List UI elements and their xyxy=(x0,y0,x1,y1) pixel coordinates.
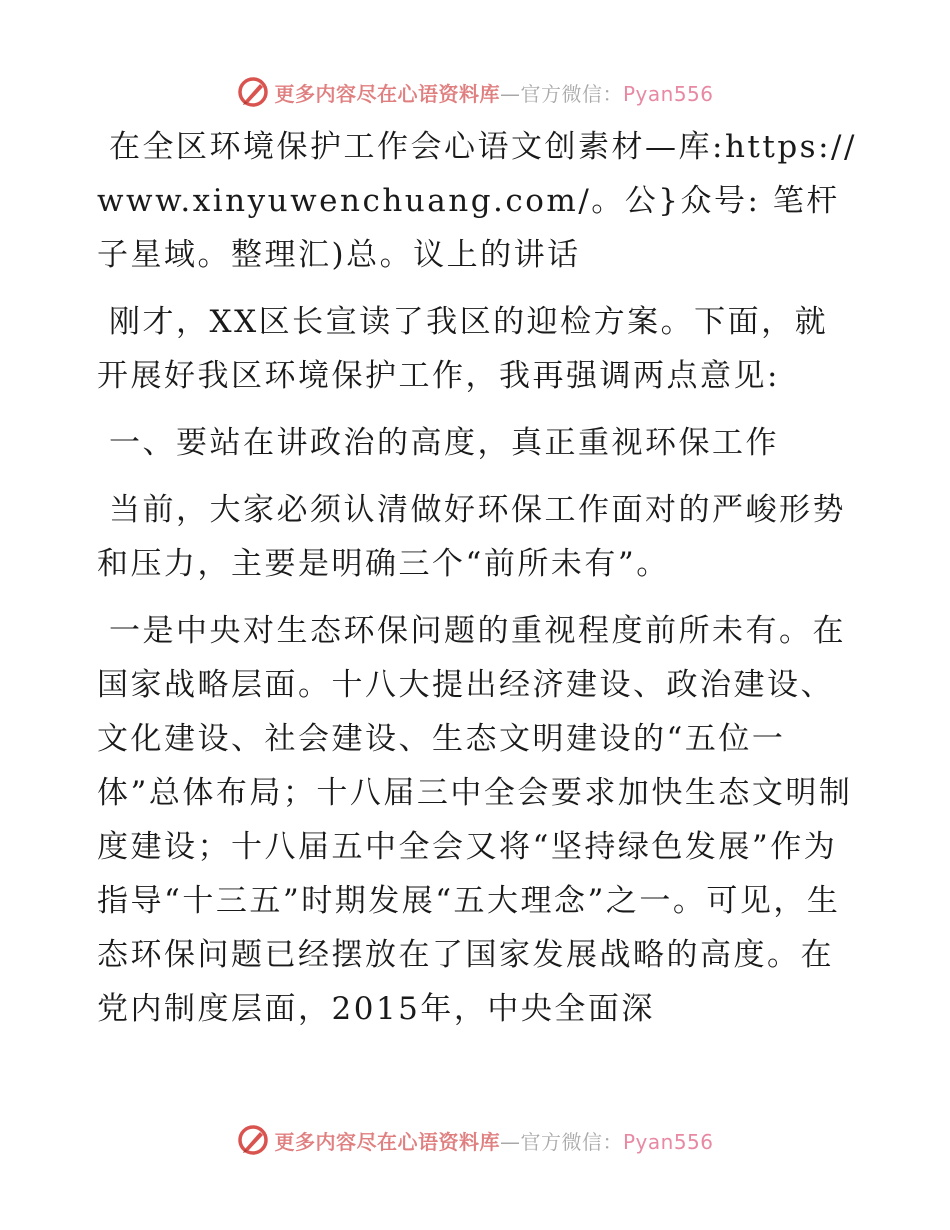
paragraph-point-one: 一是中央对生态环保问题的重视程度前所未有。在国家战略层面。十八大提出经济建设、政治建设、文化建设、社会建设、生态文明建设的“五位一体”总体布局；十八届三中全会要求加快生态文明制度建设；十八届五中全会又将“坚持绿色发展”作为指导“十三五”时期发展“五大理念”之一。可见，生态环保问题已经摆放在了国家发展战略的高度。在党内制度层面，2015年，中央全面深 xyxy=(97,613,853,1027)
pen-logo-icon xyxy=(236,1123,270,1157)
header-dash: — xyxy=(499,81,521,106)
section-heading: 一、要站在讲政治的高度，真正重视环保工作 xyxy=(109,425,779,461)
footer-brand: 更多内容尽在心语资料库 xyxy=(274,1129,500,1154)
header-wechat-id: Pyan556 xyxy=(622,81,714,106)
header-wechat-label: 官方微信： xyxy=(520,81,623,106)
pen-logo-icon xyxy=(236,75,270,109)
document-body xyxy=(97,120,857,1049)
header-banner xyxy=(0,72,950,112)
footer-text xyxy=(274,1126,713,1155)
paragraph-title: 在全区环境保护工作会心语文创素材—库:https://www.xinyuwenchuang.com/。公}众号: 笔杆子星域。整理汇)总。议上的讲话 xyxy=(97,129,857,273)
footer-wechat-id: Pyan556 xyxy=(622,1129,714,1154)
header-brand: 更多内容尽在心语资料库 xyxy=(274,81,500,106)
footer-banner xyxy=(0,1120,950,1160)
footer-dash: — xyxy=(499,1129,521,1154)
paragraph-situation: 当前，大家必须认清做好环保工作面对的严峻形势和压力，主要是明确三个“前所未有”。 xyxy=(97,492,846,582)
paragraph-intro: 刚才，XX区长宣读了我区的迎检方案。下面，就开展好我区环境保护工作，我再强调两点意见: xyxy=(97,304,829,394)
header-text xyxy=(274,78,713,107)
footer-wechat-label: 官方微信： xyxy=(520,1129,623,1154)
